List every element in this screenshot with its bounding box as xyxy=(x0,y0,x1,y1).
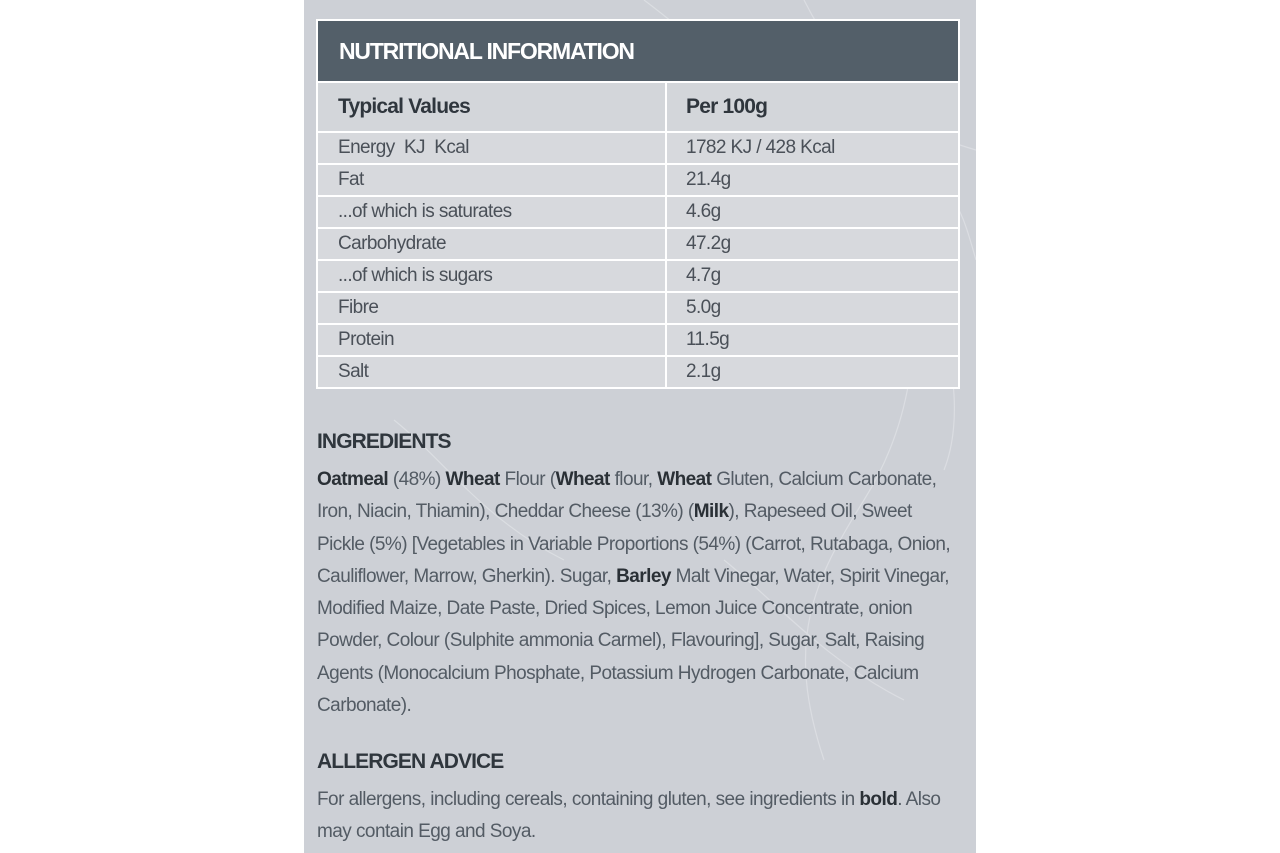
nutrient-value: 4.6g xyxy=(666,196,959,228)
nutrient-name: Energy KJ Kcal xyxy=(317,132,666,164)
nutrient-value: 5.0g xyxy=(666,292,959,324)
column-header-typical-values: Typical Values xyxy=(317,82,666,132)
nutrient-name: Salt xyxy=(317,356,666,388)
nutrient-value: 11.5g xyxy=(666,324,959,356)
nutrient-value: 2.1g xyxy=(666,356,959,388)
ingredient-allergen: Wheat xyxy=(445,469,500,490)
allergen-text-part: For allergens, including cereals, containing gluten, see ingredients in xyxy=(317,789,860,810)
ingredient-text: flour, xyxy=(609,469,658,490)
table-row xyxy=(317,164,959,196)
allergen-text-part: . Also may contain Egg and Soya. xyxy=(317,789,941,843)
table-row xyxy=(317,260,959,292)
product-info-panel xyxy=(304,0,976,853)
ingredient-text: Flour ( xyxy=(499,469,556,490)
table-row xyxy=(317,356,959,388)
ingredient-allergen: Barley xyxy=(616,565,671,587)
nutrient-name: Carbohydrate xyxy=(317,228,666,260)
ingredient-text: (48%) xyxy=(388,469,446,490)
ingredient-text: Malt Vinegar, Water, Spirit Vinegar, Modified Maize, Date Paste, Dried Spices, Lemon Juice Concentrate, onion Powder, Colour (Sulphite ammonia Carmel), Flavouring], Sugar, Salt, Raising Agents (Monocalcium Phosphate, Potassium Hydrogen Carbonate, Calcium Carbonate). xyxy=(317,565,950,717)
allergen-text xyxy=(317,784,962,849)
nutrient-name: ...of which is sugars xyxy=(317,260,666,292)
table-row xyxy=(317,132,959,164)
table-row xyxy=(317,228,959,260)
nutrient-value: 47.2g xyxy=(666,228,959,260)
ingredient-allergen: Oatmeal xyxy=(317,469,389,490)
nutrient-name: ...of which is saturates xyxy=(317,196,666,228)
ingredient-text: ), Rapeseed Oil, Sweet Pickle (5%) [Vegetables in Variable Proportions (54%) (Carrot, Rutabaga, Onion, Cauliflower, Marrow, Gherkin). Sugar, xyxy=(317,501,951,587)
table-row xyxy=(317,292,959,324)
nutrition-table-title: NUTRITIONAL INFORMATION xyxy=(317,20,959,82)
ingredient-text: Gluten, Calcium Carbonate, Iron, Niacin, Thiamin), Cheddar Cheese (13%) ( xyxy=(317,469,937,523)
nutrient-name: Protein xyxy=(317,324,666,356)
table-header-row xyxy=(317,82,959,132)
nutrient-value: 4.7g xyxy=(666,260,959,292)
nutrient-value: 1782 KJ / 428 Kcal xyxy=(666,132,959,164)
nutrient-name: Fibre xyxy=(317,292,666,324)
ingredient-allergen: Wheat xyxy=(555,469,610,490)
ingredients-text xyxy=(317,464,962,722)
allergen-heading: ALLERGEN ADVICE xyxy=(317,750,504,773)
nutrient-name: Fat xyxy=(317,164,666,196)
allergen-bold-word: bold xyxy=(859,789,898,810)
nutrition-table xyxy=(316,19,960,389)
ingredients-heading: INGREDIENTS xyxy=(317,430,451,453)
column-header-per-100g: Per 100g xyxy=(666,82,959,132)
nutrient-value: 21.4g xyxy=(666,164,959,196)
ingredient-allergen: Wheat xyxy=(657,469,712,490)
table-row xyxy=(317,324,959,356)
ingredient-allergen: Milk xyxy=(693,501,729,523)
table-row xyxy=(317,196,959,228)
